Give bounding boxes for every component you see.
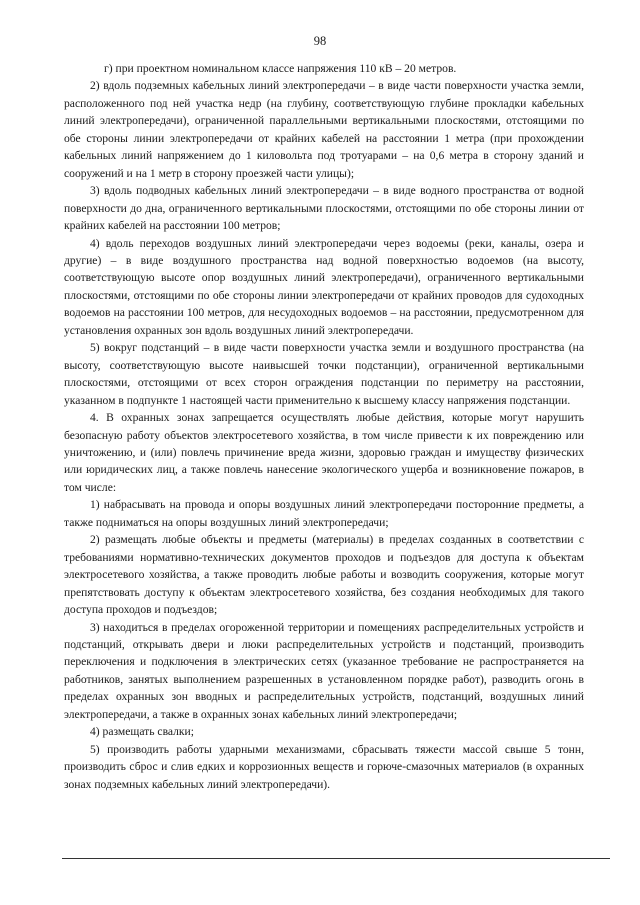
paragraph-item-3: 3) вдоль подводных кабельных линий электропередачи – в виде водного пространства от водной поверхности до дна, ограниченного вертикальными плоскостями, отстоящими по обе стороны линии от крайних кабелей на расстоянии 100 метров; — [64, 184, 584, 233]
paragraph-item-g: г) при проектном номинальном классе напряжения 110 кВ – 20 метров. — [104, 62, 457, 75]
paragraph-subitem-1: 1) набрасывать на провода и опоры воздушных линий электропередачи посторонние предметы, а также подниматься на опоры воздушных линий электропередачи; — [64, 498, 584, 529]
paragraph-subitem-5: 5) производить работы ударными механизмами, сбрасывать тяжести массой свыше 5 тонн, производить сброс и слив едких и коррозионных веществ и горюче-смазочных материалов (в охранных зонах подземных кабельных линий электропередачи). — [64, 742, 584, 791]
page-number: 98 — [313, 34, 327, 48]
paragraph-section-4: 4. В охранных зонах запрещается осуществлять любые действия, которые могут нарушить безопасную работу объектов электросетевого хозяйства, в том числе привести к их повреждению или уничтожению, и (или) повлечь причинение вреда жизни, здоровью граждан и имуществу физических или юридических лиц, а также повлечь нанесение экологического ущерба и возникновение пожаров, в том числе: — [64, 411, 584, 494]
paragraph-item-5: 5) вокруг подстанций – в виде части поверхности участка земли и воздушного пространства (на высоту, соответствующую высоте наивысшей точки подстанции), ограниченной вертикальными плоскостями, отстоящими от всех сторон ограждения подстанции по периметру на расстоянии, указанном в подпункте 1 настоящей части применительно к высшему классу напряжения подстанции. — [64, 341, 584, 407]
paragraph-subitem-2: 2) размещать любые объекты и предметы (материалы) в пределах созданных в соответствии с требованиями нормативно-технических документов проходов и подъездов для доступа к объектам электросетевого хозяйства, а также проводить любые работы и возводить сооружения, которые могут препятствовать доступу к объектам электросетевого хозяйства, без создания необходимых для такого доступа проходов и подъездов; — [64, 533, 584, 617]
paragraph-item-2: 2) вдоль подземных кабельных линий электропередачи – в виде части поверхности участка земли, расположенного под ней участка недр (на глубину, соответствующую глубине прокладки кабельных линий электропередачи), ограниченной параллельными вертикальными плоскостями, отстоящими по обе стороны линии электропередачи от крайних кабелей на расстоянии 1 метра (при прохождении кабельных линий напряжением до 1 киловольта под тротуарами – на 0,6 метра в сторону зданий и сооружений и на 1 метр в сторону проезжей части улицы); — [64, 79, 584, 180]
paragraph-item-4: 4) вдоль переходов воздушных линий электропередачи через водоемы (реки, каналы, озера и другие) – в виде воздушного пространства над водной поверхностью водоемов (на высоту, соответствующую высоте опор воздушных линий электропередачи), ограниченного вертикальными плоскостями, отстоящими по обе стороны линии электропередачи от крайних проводов для судоходных водоемов на расстоянии 100 метров, для несудоходных водоемов – на расстоянии, предусмотренном для установления охранных зон вдоль воздушных линий электропередачи. — [64, 236, 584, 337]
footer-divider — [62, 858, 610, 859]
paragraph-subitem-4: 4) размещать свалки; — [90, 725, 194, 739]
document-body — [64, 60, 584, 793]
paragraph-subitem-3: 3) находиться в пределах огороженной территории и помещениях распределительных устройств и подстанций, открывать двери и люки распределительных устройств и подстанций, производить переключения и подключения в электрических сетях (указанное требование не распространяется на работников, занятых выполнением разрешенных в установленном порядке работ), разводить огонь в пределах охранных зон вводных и распределительных устройств, подстанций, воздушных линий электропередачи, а также в охранных зонах кабельных линий электропередачи; — [64, 620, 584, 721]
